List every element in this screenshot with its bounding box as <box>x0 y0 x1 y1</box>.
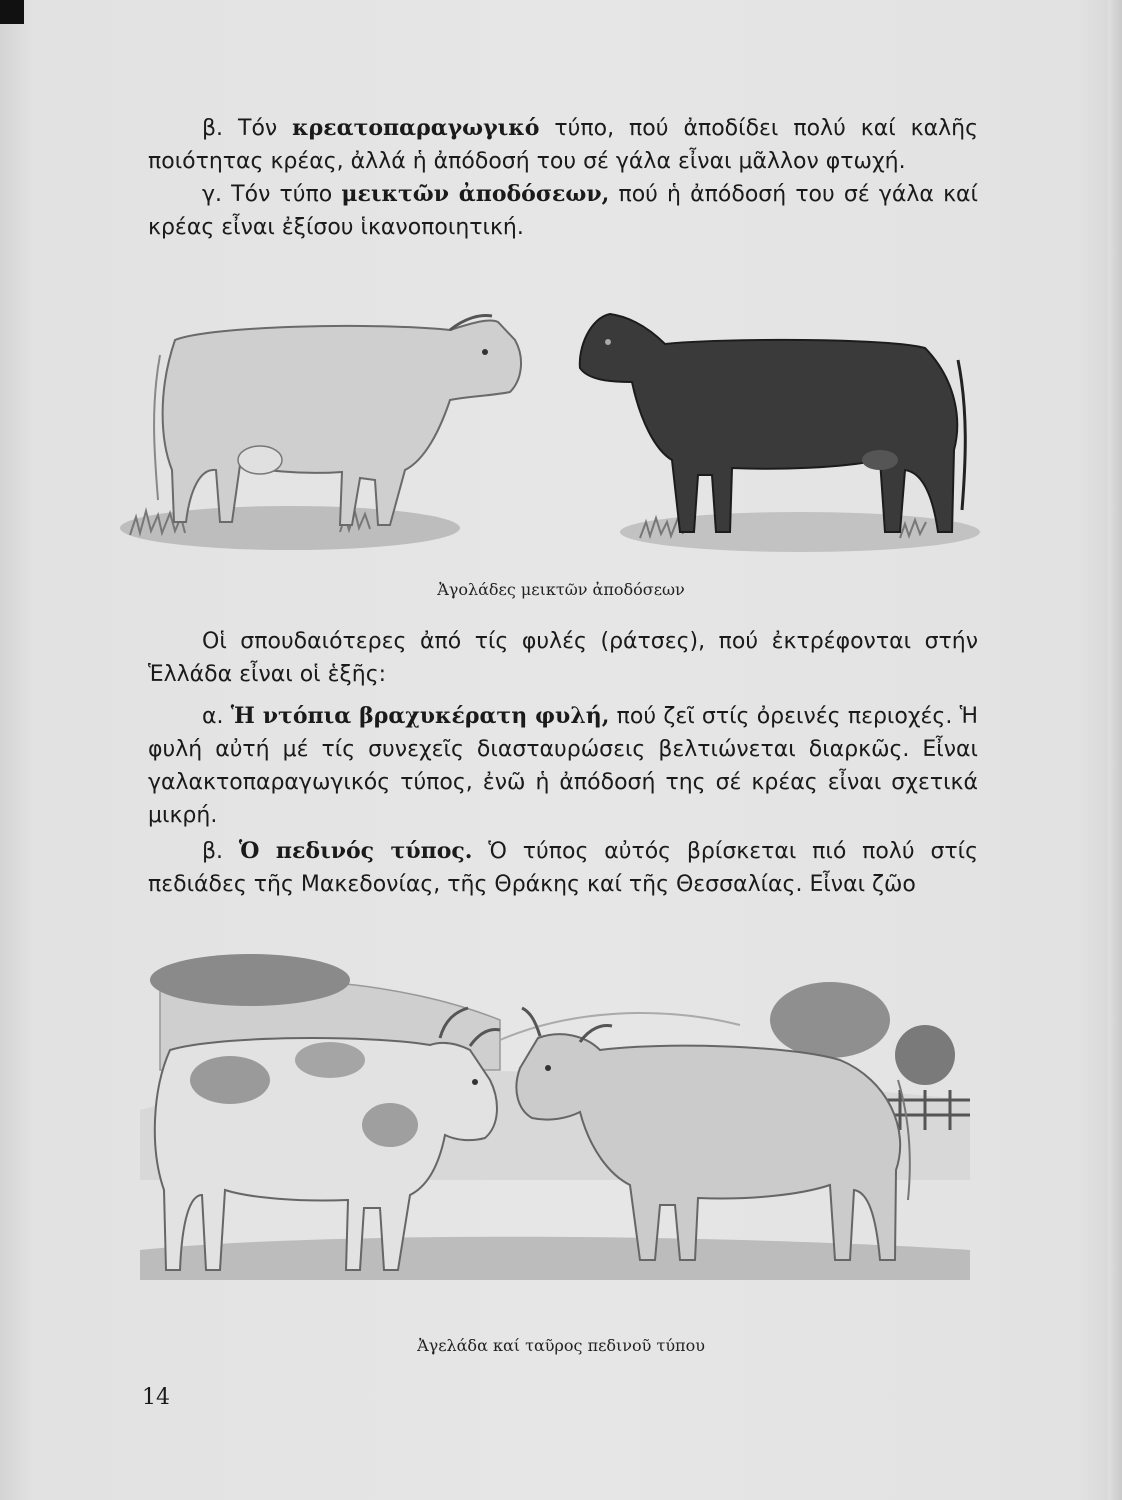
page-number: 14 <box>142 1385 170 1410</box>
paragraph-prefix: β. Τόν <box>202 116 293 141</box>
light-cow-figure <box>154 316 521 525</box>
plain-type-illustration <box>140 950 970 1330</box>
paragraph-text: Οἱ σπουδαιότερες ἀπό τίς φυλές (ράτσες), πού ἐκτρέφονται στήν Ἑλλάδα εἶναι οἱ ἑξῆς: <box>148 629 978 687</box>
grass-right <box>620 512 980 552</box>
dark-cow-figure <box>580 314 965 532</box>
grass-left <box>120 506 460 550</box>
paragraph-native-breed <box>148 700 978 832</box>
paragraph-prefix: α. <box>202 704 231 729</box>
paragraph-breeds-intro <box>148 625 978 691</box>
caption-mixed-cows: Ἀγολάδες μεικτῶν ἀποδόσεων <box>437 580 685 599</box>
paragraph-plain-type <box>148 835 978 901</box>
paragraph-text: πού ζεῖ στίς ὀρεινές περιοχές. Ἡ φυλή αὐτή μέ τίς συνεχεῖς διασταυρώσεις βελτιώνεται διαρκῶς. Εἶναι γαλακτοπαραγωγικός τύπος, ἐνῶ ἡ ἀπόδοσή της σέ κρέας εἶναι σχετικά μικρή. <box>148 704 978 828</box>
scan-corner-mark <box>0 0 24 24</box>
caption-plain-pair: Ἀγελάδα καί ταῦρος πεδινοῦ τύπου <box>417 1336 705 1355</box>
paragraph-bold-term: μεικτῶν ἀποδόσεων, <box>341 181 610 207</box>
paragraph-meat-type <box>148 112 978 178</box>
paragraph-text: Ὁ τύπος αὐτός βρίσκεται πιό πολύ στίς πεδιάδες τῆς Μακεδονίας, τῆς Θράκης καί τῆς Θεσσαλίας. Εἶναι ζῶο <box>148 839 978 897</box>
paragraph-mixed-type <box>148 178 978 244</box>
paragraph-text: πού ἡ ἀπόδοσή του σέ γάλα καί κρέας εἶναι ἐξίσου ἱκανοποιητική. <box>148 182 978 240</box>
paragraph-text: τύπο, πού ἀποδίδει πολύ καί καλῆς ποιότητας κρέας, ἀλλά ἡ ἀπόδοσή του σέ γάλα εἶναι μᾶλλον φτωχή. <box>148 116 978 174</box>
mixed-cows-illustration <box>120 300 980 565</box>
paragraph-prefix: γ. Τόν τύπο <box>202 182 342 207</box>
page-edge-shadow <box>1108 0 1122 1500</box>
paragraph-prefix: β. <box>202 839 239 864</box>
paragraph-bold-term: κρεατοπαραγωγικό <box>292 115 540 141</box>
paragraph-bold-term: Ὁ πεδινός τύπος. <box>238 838 473 864</box>
paragraph-bold-term: Ἡ ντόπια βραχυκέρατη φυλή, <box>230 703 610 729</box>
